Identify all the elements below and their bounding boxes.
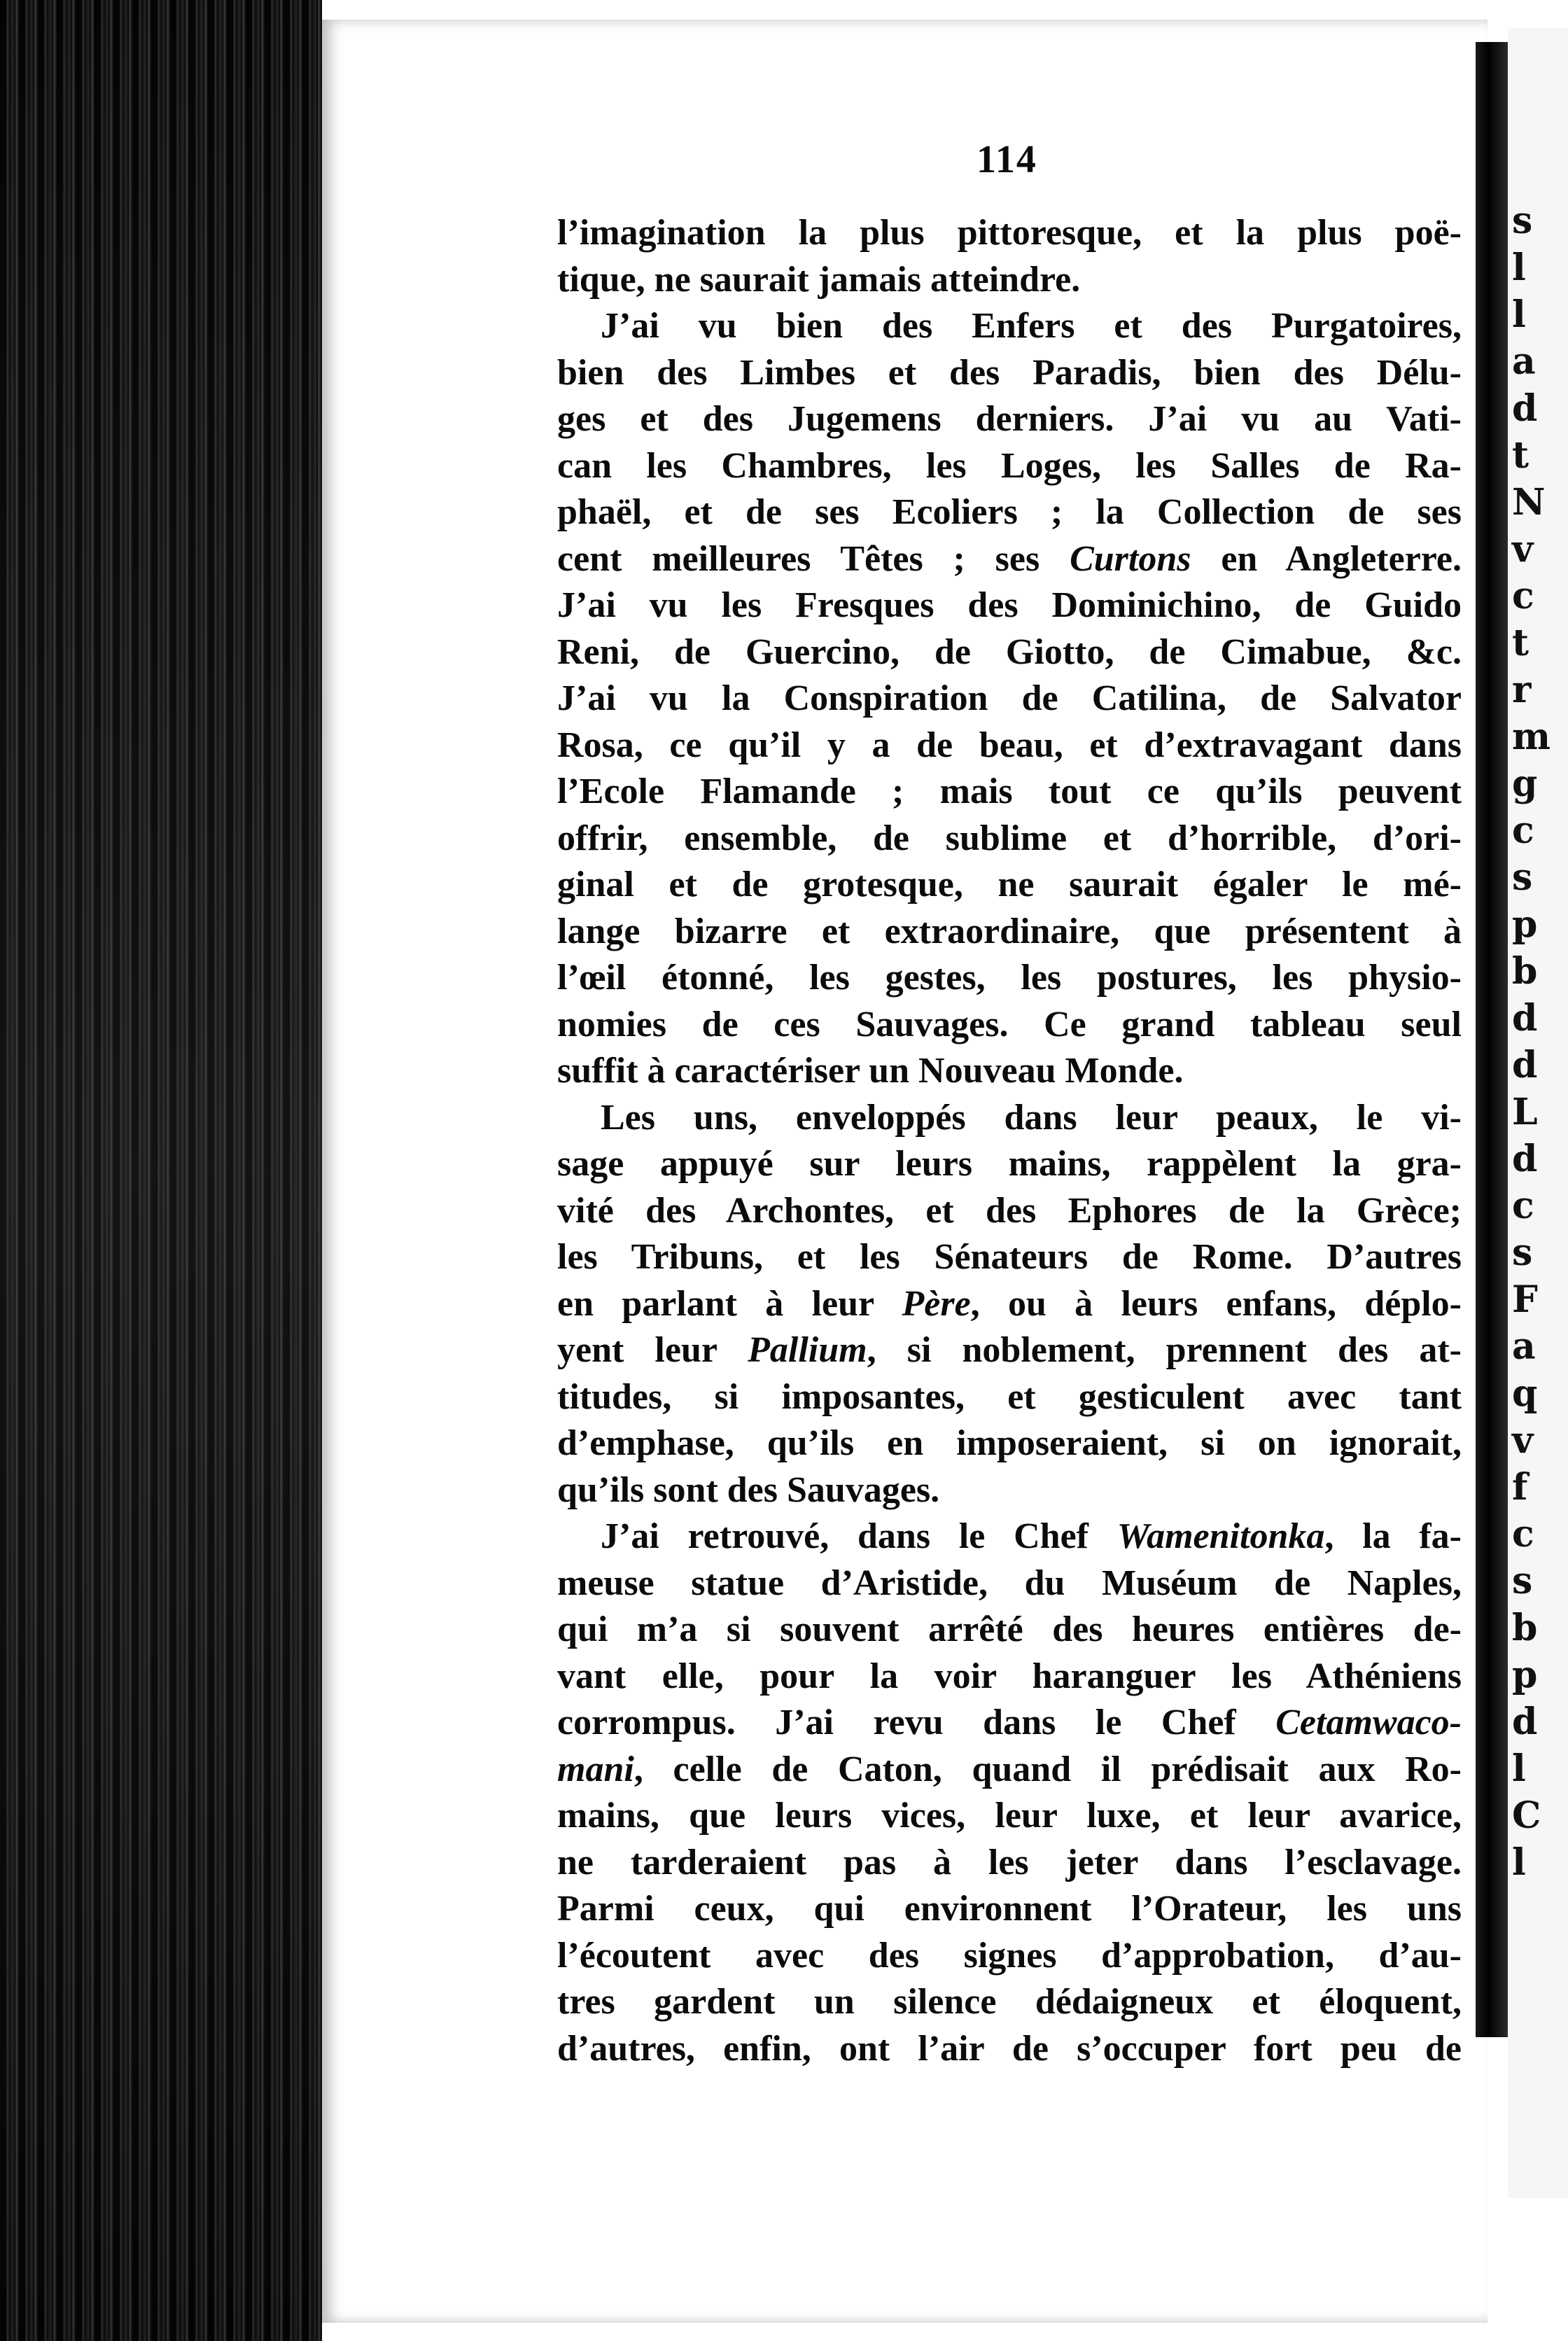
text-line: ne tarderaient pas à les jeter dans l’esclavage. <box>557 1842 1462 1882</box>
text-line: Reni, de Guercino, de Giotto, de Cimabue, &c. <box>557 631 1462 672</box>
facing-page-letter: L <box>1512 1091 1538 1133</box>
text-line: d’emphase, qu’ils en imposeraient, si on ignorait, <box>557 1423 1462 1463</box>
facing-page-letter: a <box>1512 1325 1536 1368</box>
text-line: yent leur Pallium, si noblement, prennent des at- <box>557 1330 1462 1370</box>
text-line: bien des Limbes et des Paradis, bien des Délu- <box>557 352 1462 393</box>
facing-page-letter: d <box>1512 1138 1538 1180</box>
text-line: vant elle, pour la voir haranguer les Athéniens <box>557 1656 1462 1696</box>
text-line: nomies de ces Sauvages. Ce grand tableau seul <box>557 1004 1462 1044</box>
text-line: tres gardent un silence dédaigneux et éloquent, <box>557 1982 1462 2022</box>
facing-page-letter: c <box>1512 575 1534 617</box>
text-line: ges et des Jugemens derniers. J’ai vu au Vati- <box>557 399 1462 439</box>
text-line: en parlant à leur Père, ou à leurs enfans, déplo- <box>557 1283 1462 1324</box>
text-line: J’ai vu la Conspiration de Catilina, de Salvator <box>557 678 1462 718</box>
page-number: 114 <box>976 138 1037 181</box>
facing-page-letter: d <box>1512 1700 1538 1743</box>
facing-page-letter: t <box>1512 622 1530 664</box>
text-line: l’œil étonné, les gestes, les postures, les physio- <box>557 958 1462 998</box>
text-line: ginal et de grotesque, ne saurait égaler le mé- <box>557 865 1462 904</box>
text-line: Parmi ceux, qui environnent l’Orateur, les uns <box>557 1889 1462 1929</box>
facing-page-letter: m <box>1512 715 1551 758</box>
facing-page-letter: d <box>1512 997 1538 1040</box>
text-line: l’Ecole Flamande ; mais tout ce qu’ils peuvent <box>557 771 1462 811</box>
page-gutter <box>1476 42 1508 2037</box>
facing-page-letter: d <box>1512 387 1538 430</box>
facing-page-letter: b <box>1512 1607 1538 1649</box>
text-line: corrompus. J’ai revu dans le Chef Cetamwaco- <box>557 1703 1462 1742</box>
facing-page-letter: N <box>1512 481 1546 524</box>
facing-page-letter: l <box>1512 1747 1526 1790</box>
facing-page-letter: s <box>1512 1231 1533 1274</box>
text-line: l’écoutent avec des signes d’approbation, d’au- <box>557 1935 1462 1976</box>
facing-page-letter: F <box>1512 1278 1538 1321</box>
facing-page-letter: C <box>1512 1794 1541 1837</box>
text-line: cent meilleures Têtes ; ses Curtons en Angleterre. <box>557 538 1462 579</box>
facing-page-letter: c <box>1512 809 1534 852</box>
book-page-edges <box>0 0 322 2341</box>
text-line: d’autres, enfin, ont l’air de s’occuper fort peu de <box>557 2028 1462 2069</box>
facing-page-letter: a <box>1512 340 1536 383</box>
facing-page-fragment <box>1508 28 1568 2198</box>
text-line: sage appuyé sur leurs mains, rappèlent la gra- <box>557 1144 1462 1184</box>
facing-page-letter: d <box>1512 1044 1538 1086</box>
facing-page-letter: l <box>1512 1841 1526 1884</box>
text-line: Les uns, enveloppés dans leur peaux, le vi- <box>601 1097 1462 1138</box>
facing-page-letter: v <box>1512 1419 1534 1462</box>
facing-page-letter: g <box>1512 762 1538 805</box>
text-line: meuse statue d’Aristide, du Muséum de Naples, <box>557 1563 1462 1603</box>
text-line: offrir, ensemble, de sublime et d’horrible, d’ori- <box>557 818 1462 858</box>
facing-page-letter: c <box>1512 1185 1534 1227</box>
text-line: qu’ils sont des Sauvages. <box>557 1469 940 1510</box>
text-line: vité des Archontes, et des Ephores de la Grèce; <box>557 1190 1462 1231</box>
text-line: J’ai vu bien des Enfers et des Purgatoires, <box>601 306 1462 346</box>
facing-page-letter: c <box>1512 1513 1534 1556</box>
facing-page-letter: s <box>1512 1560 1533 1602</box>
text-line: les Tribuns, et les Sénateurs de Rome. D’autres <box>557 1237 1462 1277</box>
text-line: mani, celle de Caton, quand il prédisait aux Ro- <box>557 1749 1462 1789</box>
facing-page-letter: r <box>1512 669 1532 711</box>
facing-page-letter: f <box>1512 1466 1528 1509</box>
facing-page-letter: s <box>1512 200 1533 242</box>
text-line: J’ai vu les Fresques des Dominichino, de Guido <box>557 585 1462 625</box>
text-line: qui m’a si souvent arrêté des heures entières de- <box>557 1609 1462 1649</box>
text-line: can les Chambres, les Loges, les Salles de Ra- <box>557 445 1462 486</box>
facing-page-letter: t <box>1512 434 1530 477</box>
facing-page-letter: p <box>1512 1654 1538 1696</box>
body-text <box>557 210 1462 2072</box>
text-line: tique, ne saurait jamais atteindre. <box>557 259 1081 300</box>
text-line: phaël, et de ses Ecoliers ; la Collection de ses <box>557 492 1462 532</box>
facing-page-letter: p <box>1512 903 1538 946</box>
text-line: l’imagination la plus pittoresque, et la plus poë- <box>557 213 1462 253</box>
facing-page-letter: b <box>1512 950 1538 993</box>
text-line: titudes, si imposantes, et gesticulent avec tant <box>557 1376 1462 1417</box>
text-line: Rosa, ce qu’il y a de beau, et d’extravagant dans <box>557 725 1462 765</box>
facing-page-letter: l <box>1512 246 1526 289</box>
text-line: suffit à caractériser un Nouveau Monde. <box>557 1051 1184 1091</box>
text-line: J’ai retrouvé, dans le Chef Wamenitonka, la fa- <box>601 1516 1462 1556</box>
facing-page-letter: l <box>1512 293 1526 336</box>
text-line: mains, que leurs vices, leur luxe, et leur avarice, <box>557 1796 1462 1836</box>
facing-page-letter: q <box>1512 1372 1538 1415</box>
facing-page-letter: s <box>1512 856 1533 899</box>
facing-page-letter: v <box>1512 528 1534 571</box>
text-line: lange bizarre et extraordinaire, que présentent à <box>557 911 1462 951</box>
